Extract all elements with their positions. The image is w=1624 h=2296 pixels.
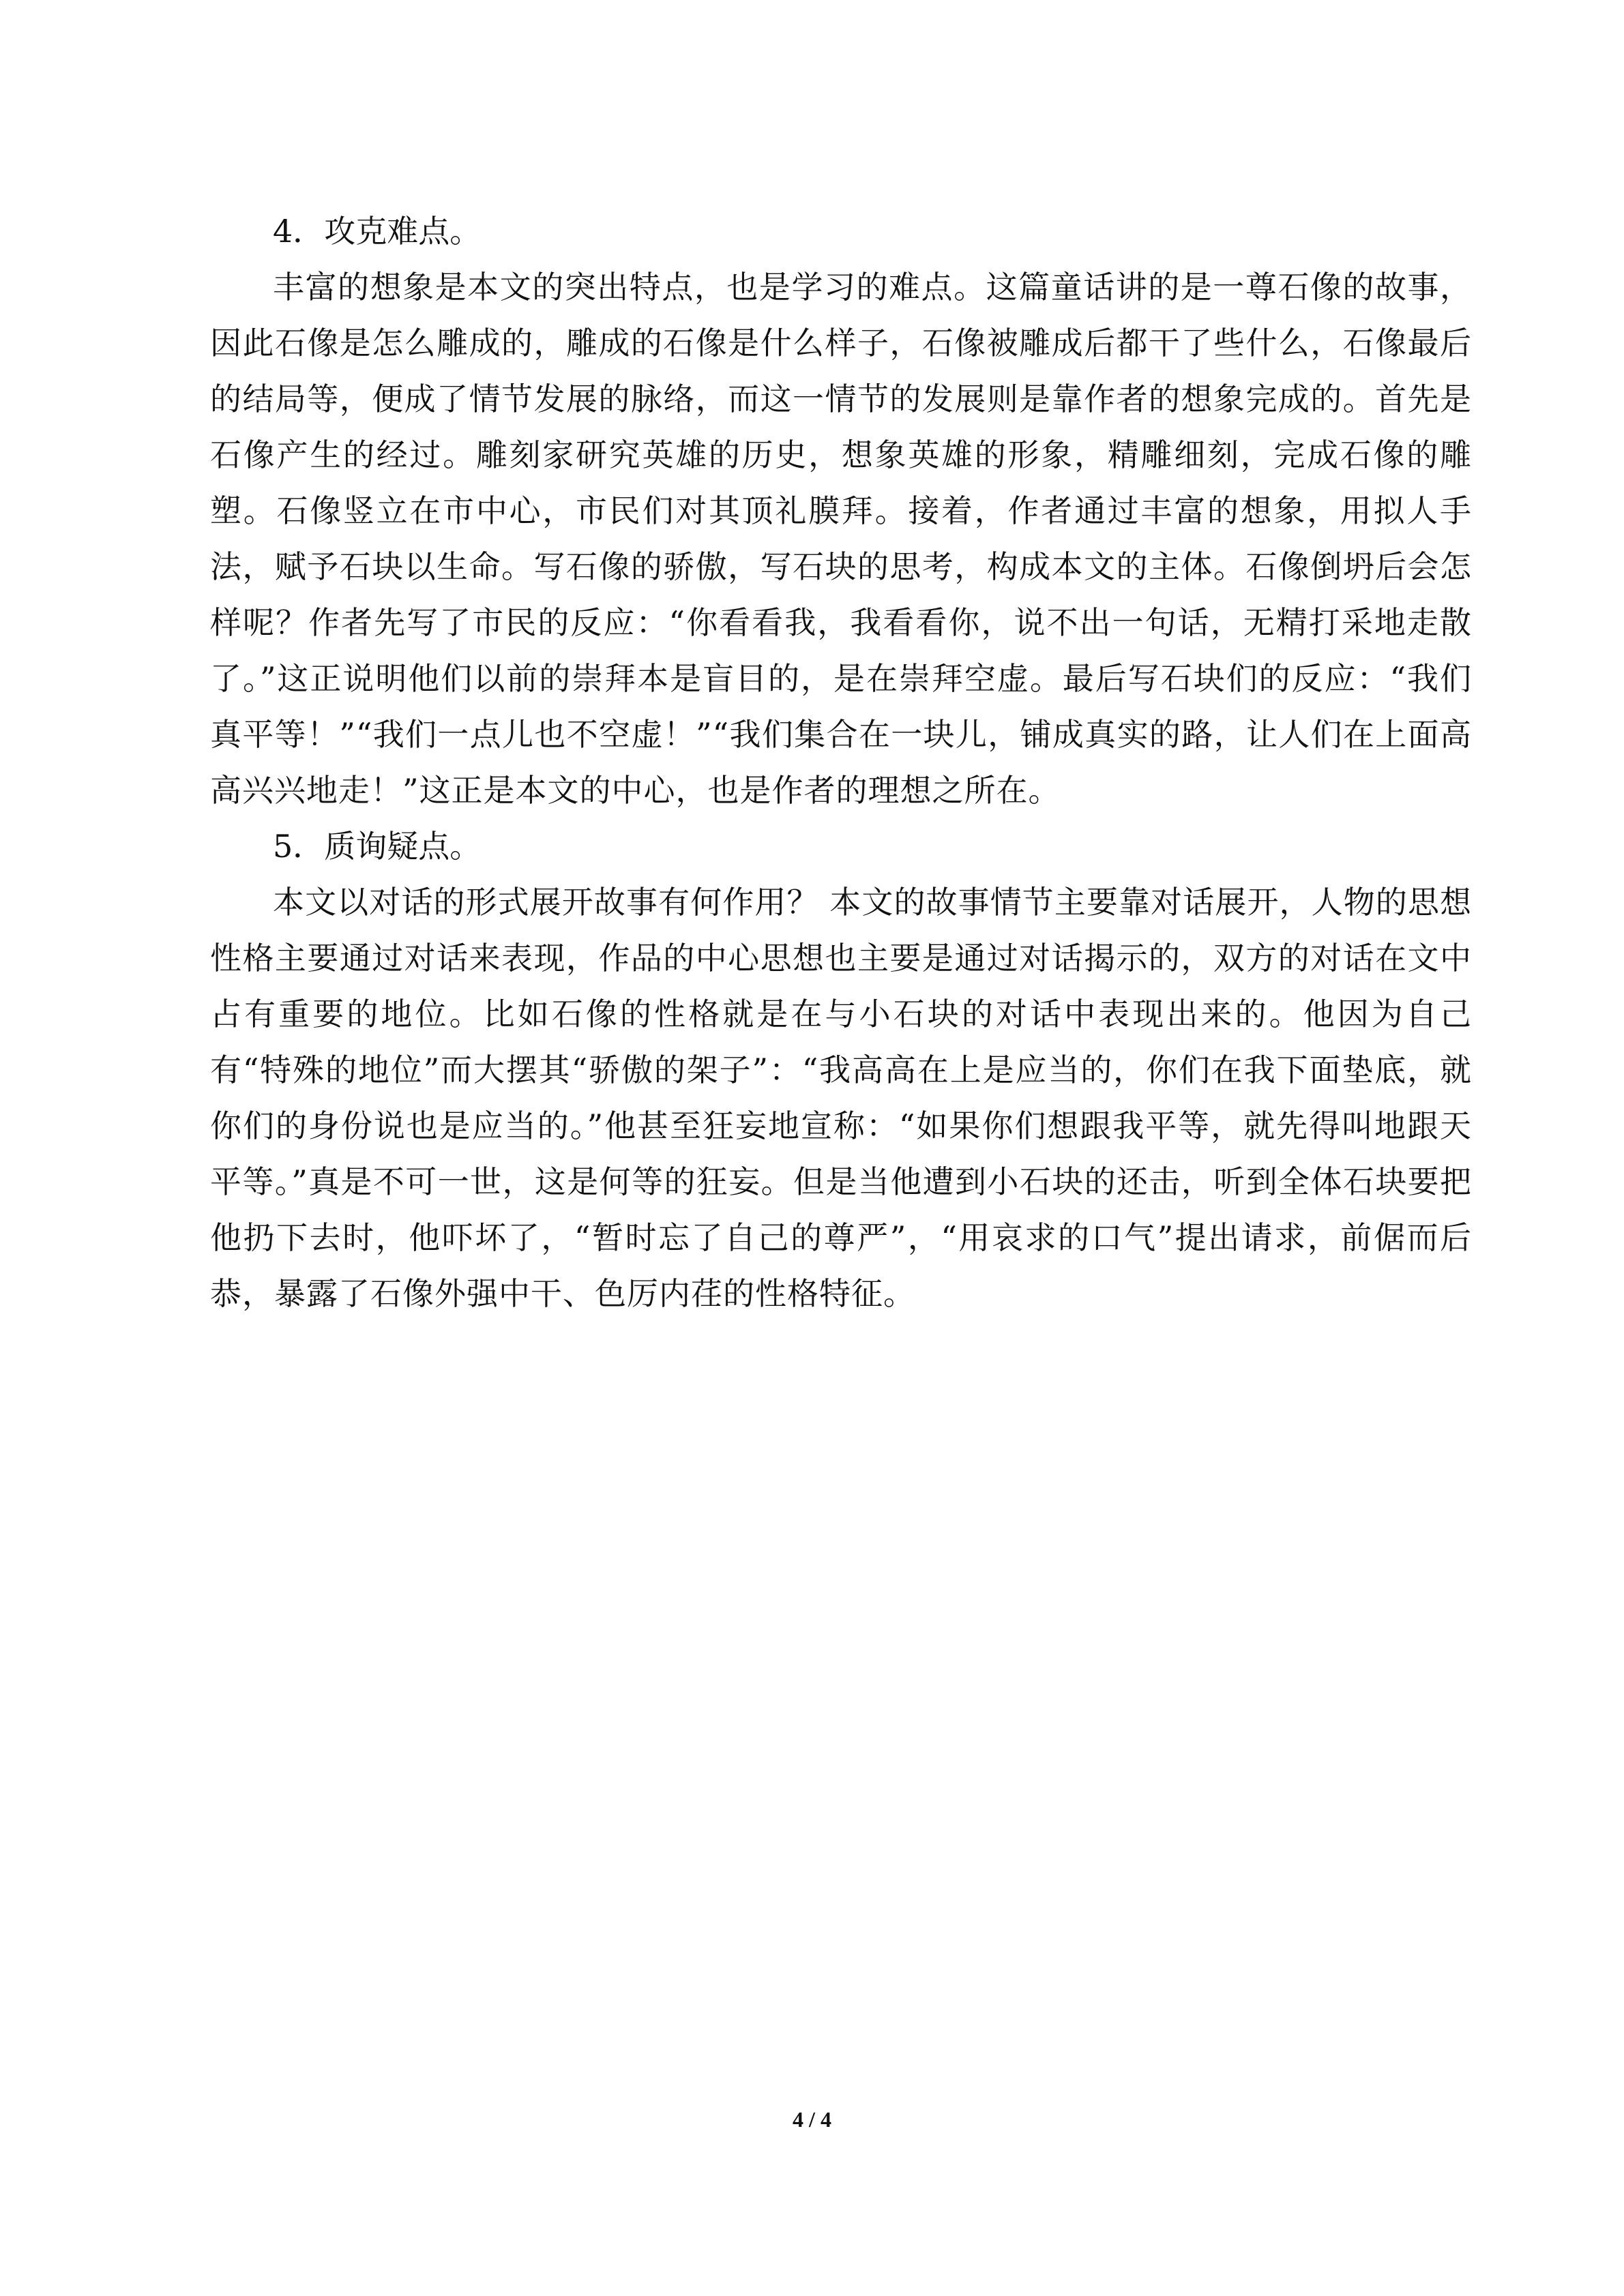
section-heading-5: 5．质询疑点。 [273, 828, 482, 865]
document-body [210, 203, 1472, 1322]
section-paragraph-4: 丰富的想象是本文的突出特点，也是学习的难点。这篇童话讲的是一尊石像的故事，因此石像是怎么雕成的，雕成的石像是什么样子，石像被雕成后都干了些什么，石像最后的结局等，便成了情节发展的脉络，而这一情节的发展则是靠作者的想象完成的。首先是石像产生的经过。雕刻家研究英雄的历史，想象英雄的形象，精雕细刻，完成石像的雕塑。石像竖立在市中心，市民们对其顶礼膜拜。接着，作者通过丰富的想象，用拟人手法，赋予石块以生命。写石像的骄傲，写石块的思考，构成本文的主体。石像倒坍后会怎样呢？作者先写了市民的反应：“你看看我，我看看你，说不出一句话，无精打采地走散了。”这正说明他们以前的崇拜本是盲目的，是在崇拜空虚。最后写石块们的反应：“我们真平等！”“我们一点儿也不空虚！”“我们集合在一块儿，铺成真实的路，让人们在上面高高兴兴地走！”这正是本文的中心，也是作者的理想之所在。 [210, 269, 1472, 809]
section-heading-4: 4．攻克难点。 [273, 213, 482, 250]
section-paragraph-5: 本文以对话的形式展开故事有何作用？ 本文的故事情节主要靠对话展开，人物的思想性格主要通过对话来表现，作品的中心思想也主要是通过对话揭示的，双方的对话在文中占有重要的地位。比如石像的性格就是在与小石块的对话中表现出来的。他因为自己有“特殊的地位”而大摆其“骄傲的架子”：“我高高在上是应当的，你们在我下面垫底，就你们的身份说也是应当的。”他甚至狂妄地宣称：“如果你们想跟我平等，就先得叫地跟天平等。”真是不可一世，这是何等的狂妄。但是当他遭到小石块的还击，听到全体石块要把他扔下去时，他吓坏了，“暂时忘了自己的尊严”，“用哀求的口气”提出请求，前倨而后恭，暴露了石像外强中干、色厉内荏的性格特征。 [210, 884, 1472, 1312]
page-number: 4 / 4 [793, 2107, 831, 2132]
